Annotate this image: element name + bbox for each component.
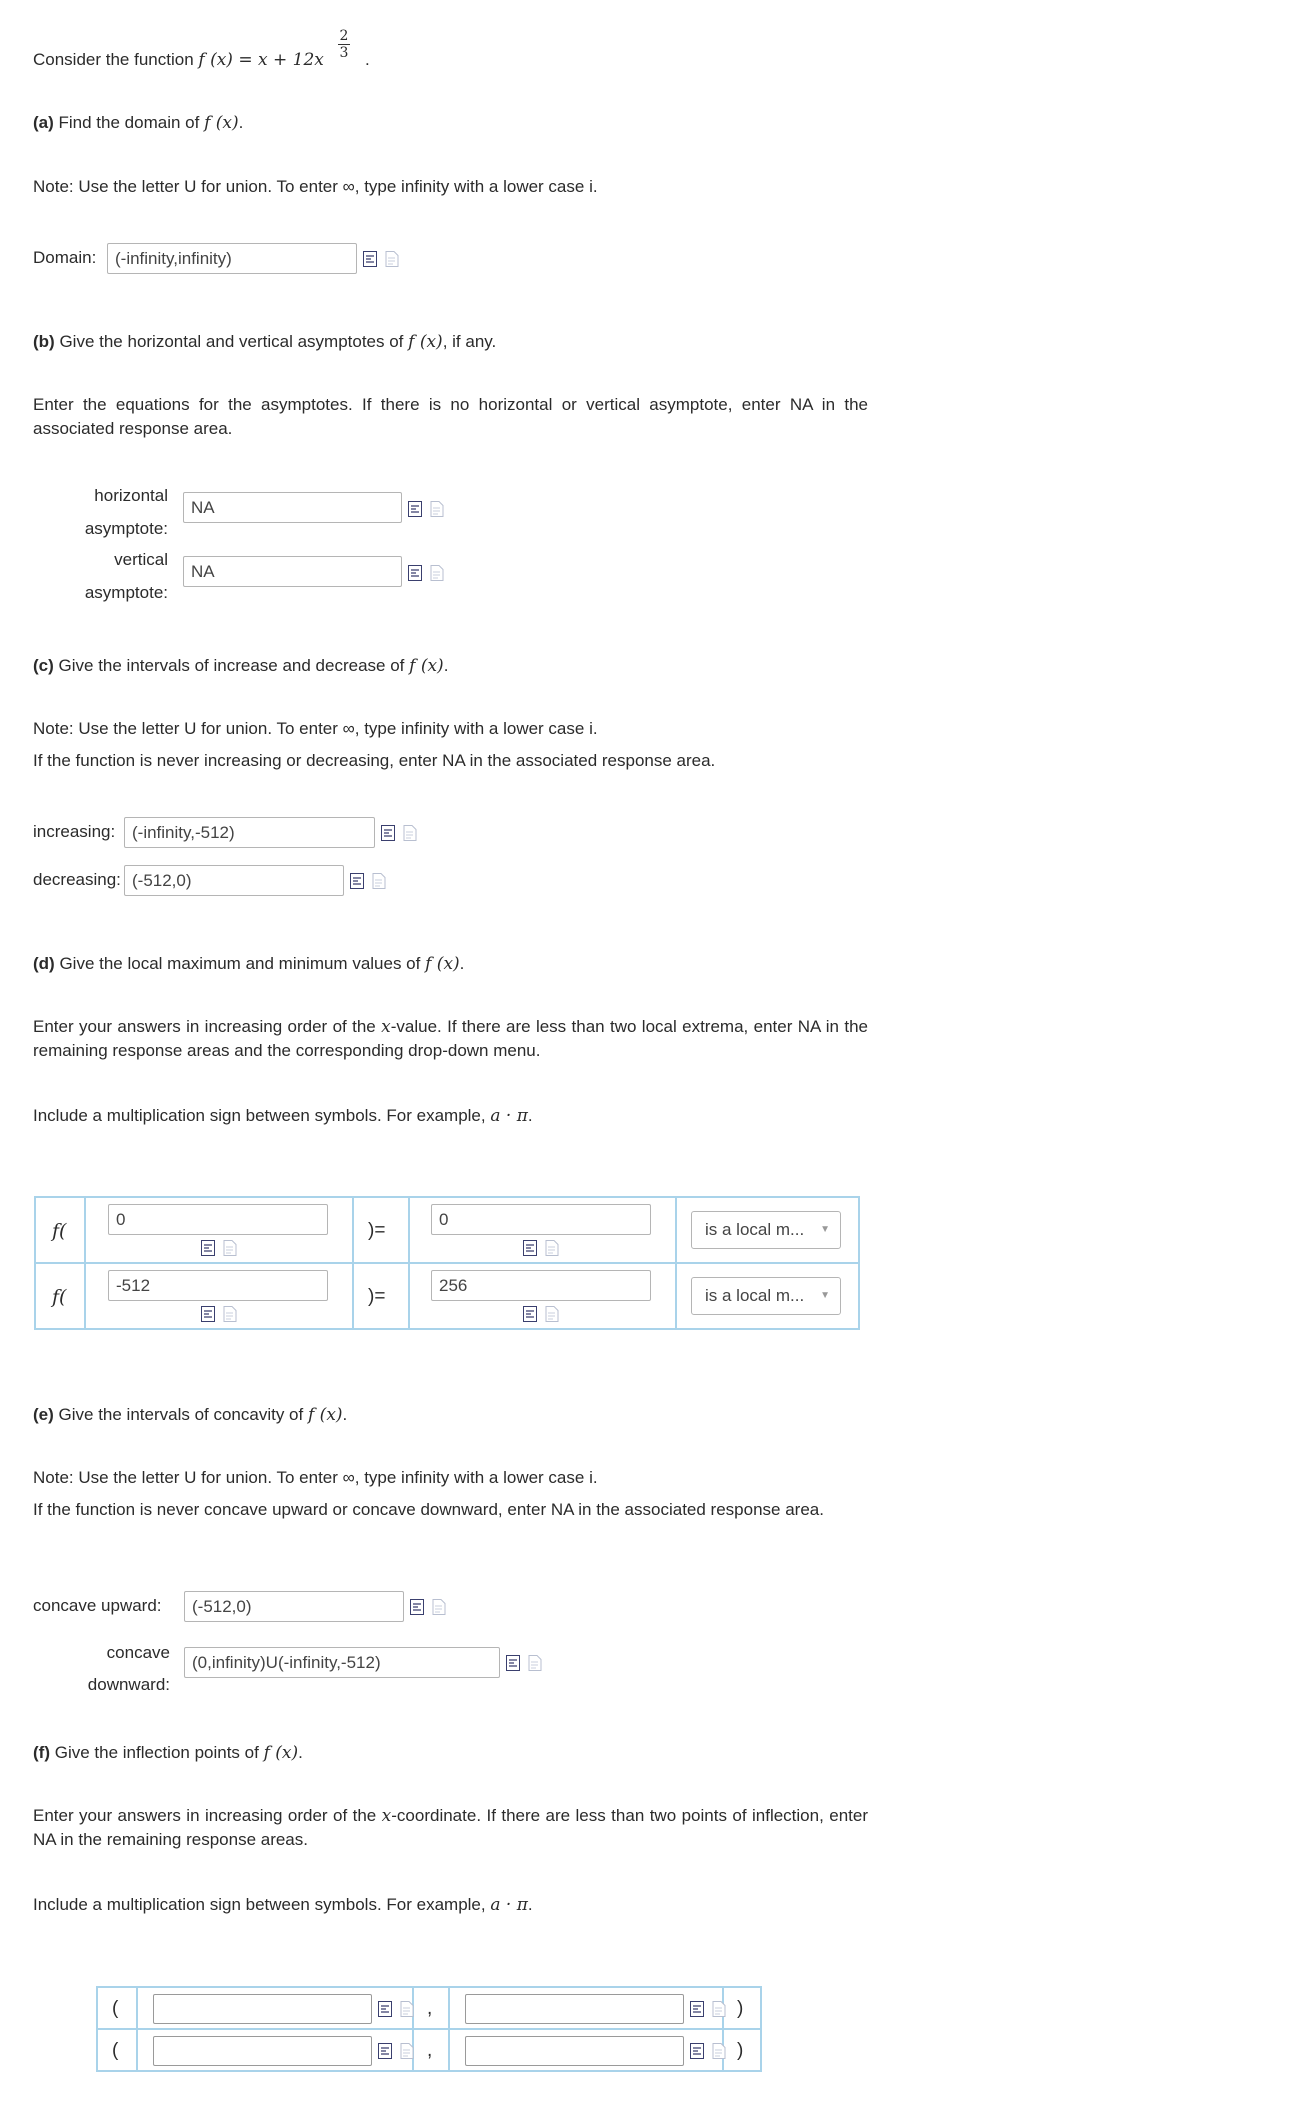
extremum-type-select[interactable] [691,1277,841,1315]
part-e-note2: If the function is never concave upward or concave downward, enter NA in the associated response area. [33,1500,824,1519]
part-d-mult-note [33,1104,533,1128]
part-f-mult-pre: Include a multiplication sign between symbols. For example, [33,1895,486,1914]
part-b-text: Give the horizontal and vertical asymptotes of [59,332,404,351]
part-a-end: . [238,113,244,132]
document-icon[interactable] [385,251,399,267]
part-d-instructions [33,1015,868,1063]
equation-editor-icon[interactable] [381,825,395,841]
part-d-mult-pre: Include a multiplication sign between symbols. For example, [33,1106,486,1125]
part-f-letter: (f) [33,1743,50,1762]
part-d-letter: (d) [33,954,55,973]
document-icon[interactable] [372,873,386,889]
document-icon[interactable] [545,1306,559,1322]
extremum-x-input[interactable]: -512 [108,1270,328,1301]
part-c-note2: If the function is never increasing or decreasing, enter NA in the associated response area. [33,751,716,770]
part-b-letter: (b) [33,332,55,351]
part-d-function: f (x) [425,954,460,974]
part-f-end: . [298,1743,303,1762]
exponent-denominator: 3 [339,45,349,61]
intro-text: Consider the function [33,50,194,69]
part-f-heading [33,1741,303,1765]
select-cell [676,1197,859,1263]
inflection-x-cell [137,2029,413,2071]
comma: , [427,2040,433,2061]
extremum-type-select[interactable] [691,1211,841,1249]
part-b-heading [33,330,496,354]
close-paren-cell [723,2029,761,2071]
part-d-mult-example: a · π [490,1106,528,1126]
exponent-fraction [338,28,350,61]
part-c-text: Give the intervals of increase and decrease of [58,656,405,675]
document-icon[interactable] [400,2001,414,2017]
equation-editor-icon[interactable] [408,565,422,581]
concave-upward-input[interactable]: (-512,0) [184,1591,404,1622]
part-d-instr-post: -value. If there are less than two local extrema, enter NA in the remaining response areas and the corresponding drop-down menu. [33,1017,868,1060]
x-cell [85,1197,353,1263]
extrema-row [35,1197,859,1263]
equation-editor-icon[interactable] [363,251,377,267]
equation-editor-icon[interactable] [523,1240,537,1256]
close-paren: ) [737,2040,744,2061]
part-a-letter: (a) [33,113,54,132]
part-f-instr-post: -coordinate. If there are less than two points of inflection, enter NA in the remaining response areas. [33,1806,868,1849]
part-d-instr-pre: Enter your answers in increasing order of the [33,1017,376,1036]
concave-upward-label: concave upward: [33,1596,162,1615]
inflection-row [97,2029,761,2071]
equation-editor-icon[interactable] [378,2001,392,2017]
extremum-y-input[interactable]: 256 [431,1270,651,1301]
select-cell [676,1263,859,1329]
y-cell [409,1263,676,1329]
extrema-row [35,1263,859,1329]
part-d-end: . [459,954,465,973]
part-e-function: f (x) [307,1405,343,1425]
inflection-row [97,1987,761,2029]
open-paren-cell [97,1987,137,2029]
vertical-label-line1: vertical [114,550,168,569]
part-a-heading [33,111,243,135]
vertical-label-line2: asymptote: [84,583,168,602]
part-f-mult-example: a · π [490,1895,528,1915]
part-c-note1: Note: Use the letter U for union. To enter ∞, type infinity with a lower case i. [33,719,598,738]
part-b-instructions: Enter the equations for the asymptotes. If there is no horizontal or vertical asymptote, enter NA in the associated response area. [33,395,868,438]
part-e-heading [33,1403,347,1427]
domain-label: Domain: [33,248,97,267]
equation-editor-icon[interactable] [523,1306,537,1322]
equation-editor-icon[interactable] [690,2043,704,2059]
part-f-instructions [33,1804,868,1852]
inflection-table [96,1986,762,2072]
increasing-label: increasing: [33,822,116,841]
intro-period: . [365,50,370,69]
exponent-numerator: 2 [339,28,349,44]
part-b-end: , if any. [442,332,497,351]
equation-editor-icon[interactable] [690,2001,704,2017]
extrema-table [34,1196,860,1330]
decreasing-label: decreasing: [33,870,121,889]
close-eq: )= [368,1220,386,1241]
equation-editor-icon[interactable] [408,501,422,517]
part-c-end: . [443,656,449,675]
part-a-text: Find the domain of [58,113,200,132]
horizontal-asymptote-input[interactable]: NA [183,492,402,523]
extremum-type-value: is a local m... [705,1286,805,1305]
part-c-letter: (c) [33,656,54,675]
document-icon[interactable] [223,1306,237,1322]
part-e-end: . [342,1405,348,1424]
document-icon[interactable] [545,1240,559,1256]
inflection-y-input[interactable] [465,1994,684,2024]
inflection-x-input[interactable] [153,2036,372,2066]
chevron-down-icon: ▼ [820,1290,830,1301]
document-icon[interactable] [430,565,444,581]
concave-downward-label-line1: concave [106,1643,170,1662]
equation-editor-icon[interactable] [410,1599,424,1615]
open-paren: ( [112,2040,119,2061]
vertical-asymptote-input[interactable]: NA [183,556,402,587]
intro-function: f (x) = x + 12x [198,50,324,70]
part-f-text: Give the inflection points of [54,1743,259,1762]
part-c-heading [33,654,448,678]
equation-editor-icon[interactable] [350,873,364,889]
x-cell [85,1263,353,1329]
horizontal-asymptote-label [60,484,168,541]
equation-editor-icon[interactable] [506,1655,520,1671]
part-d-instr-var: x [381,1017,391,1037]
f-open: f( [52,1286,67,1308]
f-open-cell [35,1197,85,1263]
equation-editor-icon[interactable] [201,1240,215,1256]
document-icon[interactable] [528,1655,542,1671]
part-b-function: f (x) [408,332,443,352]
comma-cell [413,1987,449,2029]
document-icon[interactable] [430,501,444,517]
inflection-x-cell [137,1987,413,2029]
document-icon[interactable] [400,2043,414,2059]
increasing-input[interactable]: (-infinity,-512) [124,817,375,848]
horizontal-label-line2: asymptote: [84,519,168,538]
equation-editor-icon[interactable] [378,2043,392,2059]
part-d-heading [33,952,464,976]
close-eq: )= [368,1286,386,1307]
document-icon[interactable] [223,1240,237,1256]
document-icon[interactable] [432,1599,446,1615]
extremum-y-input[interactable]: 0 [431,1204,651,1235]
open-paren: ( [112,1998,119,2019]
concave-downward-input[interactable]: (0,infinity)U(-infinity,-512) [184,1647,500,1678]
close-eq-cell [353,1263,409,1329]
intro-line [33,48,324,72]
inflection-y-input[interactable] [465,2036,684,2066]
equation-editor-icon[interactable] [201,1306,215,1322]
comma: , [427,1998,433,2019]
comma-cell [413,2029,449,2071]
part-f-instr-var: x [381,1806,392,1826]
part-f-mult-end: . [527,1895,533,1914]
part-d-mult-end: . [527,1106,533,1125]
decreasing-input[interactable]: (-512,0) [124,865,344,896]
f-open-cell [35,1263,85,1329]
concave-downward-label [60,1641,170,1697]
open-paren-cell [97,2029,137,2071]
part-c-function: f (x) [409,656,444,676]
part-f-function: f (x) [263,1743,299,1763]
f-open: f( [52,1220,67,1242]
part-e-text: Give the intervals of concavity of [58,1405,304,1424]
document-icon[interactable] [403,825,417,841]
vertical-asymptote-label [60,548,168,605]
part-e-note1: Note: Use the letter U for union. To enter ∞, type infinity with a lower case i. [33,1468,598,1487]
inflection-y-cell [449,2029,723,2071]
close-paren-cell [723,1987,761,2029]
part-a-function: f (x) [204,113,239,133]
part-e-letter: (e) [33,1405,54,1424]
extremum-type-value: is a local m... [705,1220,805,1239]
chevron-down-icon: ▼ [820,1224,830,1235]
extremum-x-input[interactable]: 0 [108,1204,328,1235]
close-paren: ) [737,1998,744,2019]
horizontal-label-line1: horizontal [94,486,168,505]
concave-downward-label-line2: downward: [87,1675,170,1694]
close-eq-cell [353,1197,409,1263]
inflection-x-input[interactable] [153,1994,372,2024]
domain-input[interactable]: (-infinity,infinity) [107,243,357,274]
part-a-note: Note: Use the letter U for union. To enter ∞, type infinity with a lower case i. [33,177,598,196]
part-d-text: Give the local maximum and minimum values of [59,954,421,973]
part-f-instr-pre: Enter your answers in increasing order of the [33,1806,377,1825]
y-cell [409,1197,676,1263]
inflection-y-cell [449,1987,723,2029]
part-f-mult-note [33,1893,533,1917]
